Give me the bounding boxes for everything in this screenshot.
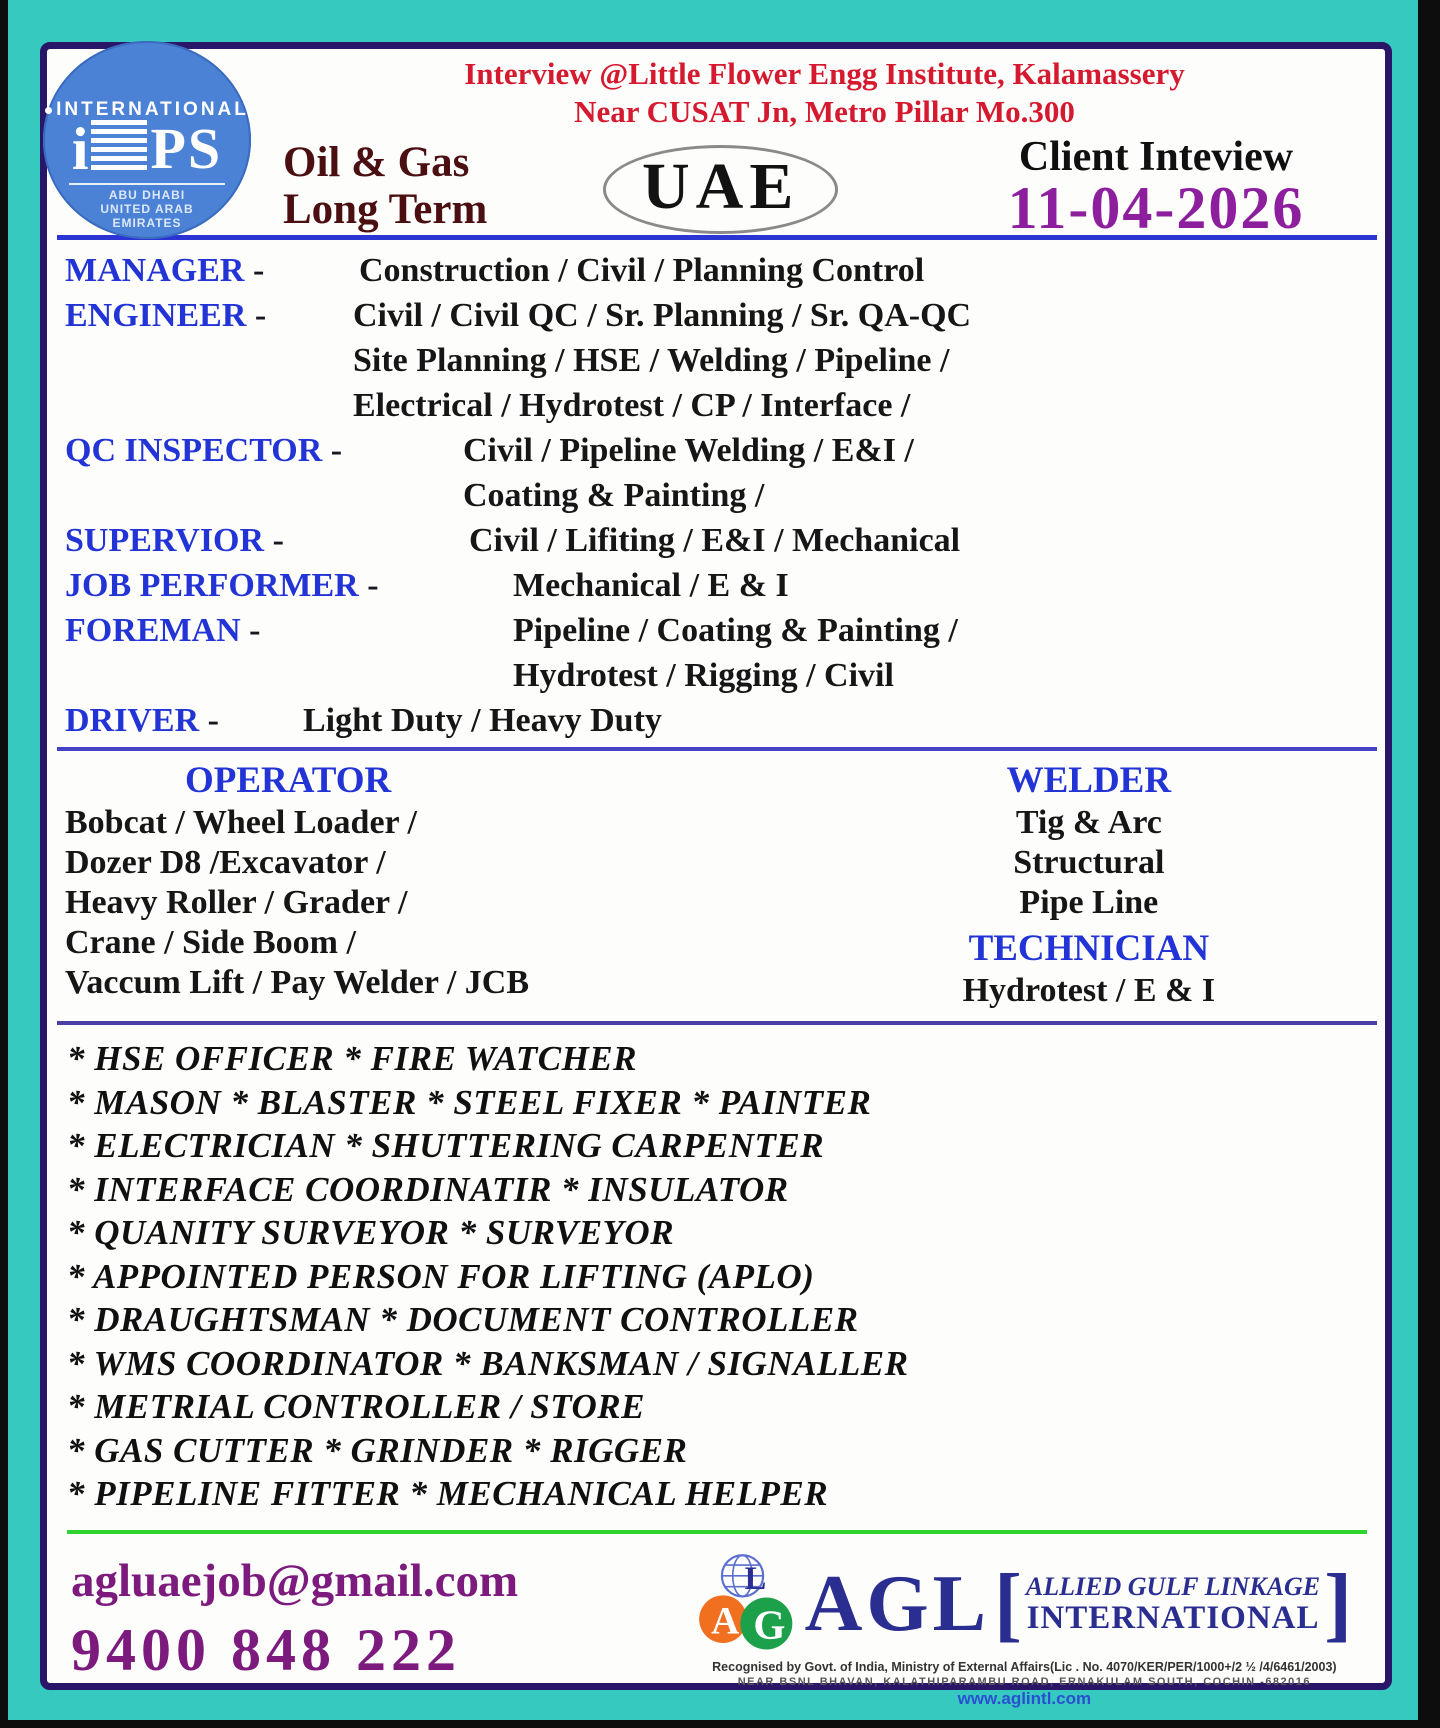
logo-top-label: INTERNATIONAL (56, 99, 249, 120)
role-row-driver (65, 698, 1371, 743)
agl-fine-print (678, 1660, 1371, 1709)
client-interview-label: Client Inteview (1018, 134, 1294, 180)
role-dash: - (254, 297, 267, 334)
operator-line: Vaccum Lift / Pay Welder / JCB (65, 964, 530, 1001)
logo-sub-line1: ABU DHABI (108, 188, 186, 202)
logo-dot-icon (45, 107, 52, 114)
logo-sub-line2: UNITED ARAB EMIRATES (100, 202, 194, 230)
trade-line: * QUANITY SURVEYOR * SURVEYOR (67, 1213, 675, 1252)
trade-line: * METRIAL CONTROLLER / STORE (67, 1387, 645, 1426)
trade-line: * WMS COORDINATOR * BANKSMAN / SIGNALLER (67, 1343, 909, 1383)
role-detail-line: Light Duty / Heavy Duty (303, 702, 662, 739)
welder-line: Tig & Arc (1015, 804, 1162, 841)
operator-line: Dozer D8 /Excavator / (65, 844, 386, 881)
equipment-section (63, 751, 1371, 1021)
role-detail-line: Pipeline / Coating & Painting / (513, 612, 958, 649)
trade-line: * HSE OFFICER * FIRE WATCHER (67, 1039, 638, 1078)
footer (63, 1534, 1371, 1709)
interview-location (278, 55, 1371, 131)
interview-location-line2: Near CUSAT Jn, Metro Pillar Mo.300 (574, 94, 1075, 129)
technician-title: TECHNICIAN (968, 928, 1210, 969)
operator-line: Crane / Side Boom / (65, 924, 356, 961)
role-detail-line: Electrical / Hydrotest / CP / Interface / (353, 387, 911, 424)
country-badge: UAE (603, 145, 838, 234)
welder-line: Pipe Line (1019, 884, 1159, 921)
interview-date: 11-04-2026 (1007, 175, 1305, 241)
role-label: QC INSPECTOR (65, 432, 323, 469)
trade-line: * MASON * BLASTER * STEEL FIXER * PAINTER (67, 1082, 872, 1122)
bracket-open: [ (993, 1556, 1022, 1650)
welder-line: Structural (1013, 844, 1165, 881)
website-line: www.aglintl.com (957, 1688, 1092, 1708)
role-detail-line: Civil / Pipeline Welding / E&I / (463, 432, 914, 469)
operator-line: Bobcat / Wheel Loader / (65, 804, 417, 841)
agl-letter-a: A (710, 1598, 739, 1642)
logo-mark-ps: PS (150, 116, 223, 181)
agl-letter-l: L (744, 1560, 766, 1597)
role-detail-line: Civil / Civil QC / Sr. Planning / Sr. QA-QC (353, 297, 972, 334)
agl-bracket-group (993, 1556, 1353, 1650)
agl-block (678, 1550, 1371, 1709)
role-dash: - (272, 522, 284, 559)
role-row-job-performer (65, 563, 1371, 608)
ieps-logo (43, 41, 251, 239)
operator-line: Heavy Roller / Grader / (65, 884, 408, 921)
operator-lines (65, 803, 835, 1003)
agl-tagline-line2: INTERNATIONAL (1026, 1599, 1320, 1636)
welder-title: WELDER (1006, 760, 1172, 801)
agl-logo-row (678, 1552, 1371, 1656)
trade-line: * ELECTRICIAN * SHUTTERING CARPENTER (67, 1126, 825, 1165)
role-label: ENGINEER (65, 297, 247, 334)
bracket-close: ] (1324, 1556, 1353, 1650)
contact-email: agluaejob@gmail.com (71, 1554, 519, 1607)
role-detail-line: Site Planning / HSE / Welding / Pipeline / (353, 342, 950, 379)
role-row-manager (65, 248, 1371, 293)
role-detail-line: Mechanical / E & I (513, 567, 789, 604)
role-detail-line: Hydrotest / Rigging / Civil (513, 657, 894, 694)
role-detail-line: Construction / Civil / Planning Control (359, 252, 925, 289)
trades-list (63, 1025, 1371, 1524)
role-label: JOB PERFORMER (65, 567, 359, 604)
trade-line: * APPOINTED PERSON FOR LIFTING (APLO) (67, 1256, 815, 1296)
welder-lines (835, 803, 1343, 923)
technician-line: Hydrotest / E & I (962, 972, 1216, 1009)
welder-technician-column (835, 759, 1371, 1011)
sector-title (283, 139, 487, 233)
role-row-foreman (65, 608, 1371, 698)
trade-line: * INTERFACE COORDINATIR * INSULATOR (67, 1169, 789, 1209)
technician-lines (835, 971, 1343, 1011)
interview-location-line1: Interview @Little Flower Engg Institute, Kalamassery (464, 56, 1185, 91)
role-dash: - (249, 612, 261, 649)
role-detail-line: Civil / Lifiting / E&I / Mechanical (469, 522, 961, 559)
logo-subtitle (69, 183, 225, 230)
logo-stripes-icon (91, 120, 147, 170)
role-dash: - (252, 252, 265, 289)
trade-line: * DRAUGHTSMAN * DOCUMENT CONTROLLER (67, 1300, 859, 1339)
operator-title: OPERATOR (185, 760, 392, 801)
license-line: Recognised by Govt. of India, Ministry of External Affairs(Lic . No. 4070/KER/PER/1000+/2 ½ /4/6461/2003) (712, 1659, 1337, 1674)
role-row-engineer (65, 293, 1371, 428)
logo-mark (43, 116, 251, 182)
role-label: MANAGER (65, 252, 245, 289)
role-row-qc-inspector (65, 428, 1371, 518)
role-label: SUPERVIOR (65, 522, 265, 559)
operator-column (63, 759, 835, 1011)
poster-card (40, 42, 1392, 1708)
role-dash: - (330, 432, 343, 469)
agl-name: AGL (804, 1559, 990, 1648)
trade-line: * PIPELINE FITTER * MECHANICAL HELPER (67, 1474, 829, 1513)
role-label: DRIVER (65, 702, 200, 739)
role-dash: - (367, 567, 379, 604)
roles-list (63, 240, 1371, 747)
sector-line2: Long Term (283, 186, 488, 233)
role-label: FOREMAN (65, 612, 241, 649)
role-detail-line: Coating & Painting / (463, 477, 765, 514)
agl-letter-g: G (752, 1601, 785, 1648)
client-interview-block (941, 134, 1371, 241)
contact-block (63, 1550, 678, 1709)
address-line: NEAR BSNL BHAVAN, KALATHIPARAMBU ROAD, ERNAKULAM SOUTH, COCHIN -682016 (737, 1675, 1312, 1688)
header (56, 55, 1371, 241)
sector-line1: Oil & Gas (283, 139, 470, 186)
role-dash: - (207, 702, 219, 739)
trade-line: * GAS CUTTER * GRINDER * RIGGER (67, 1430, 688, 1470)
agl-logo-icon (697, 1552, 801, 1656)
contact-phone: 9400 848 222 (71, 1616, 461, 1683)
role-row-supervisor (65, 518, 1371, 563)
agl-tagline-line1: ALLIED GULF LINKAGE (1025, 1571, 1321, 1601)
logo-mark-i: i (71, 116, 89, 182)
